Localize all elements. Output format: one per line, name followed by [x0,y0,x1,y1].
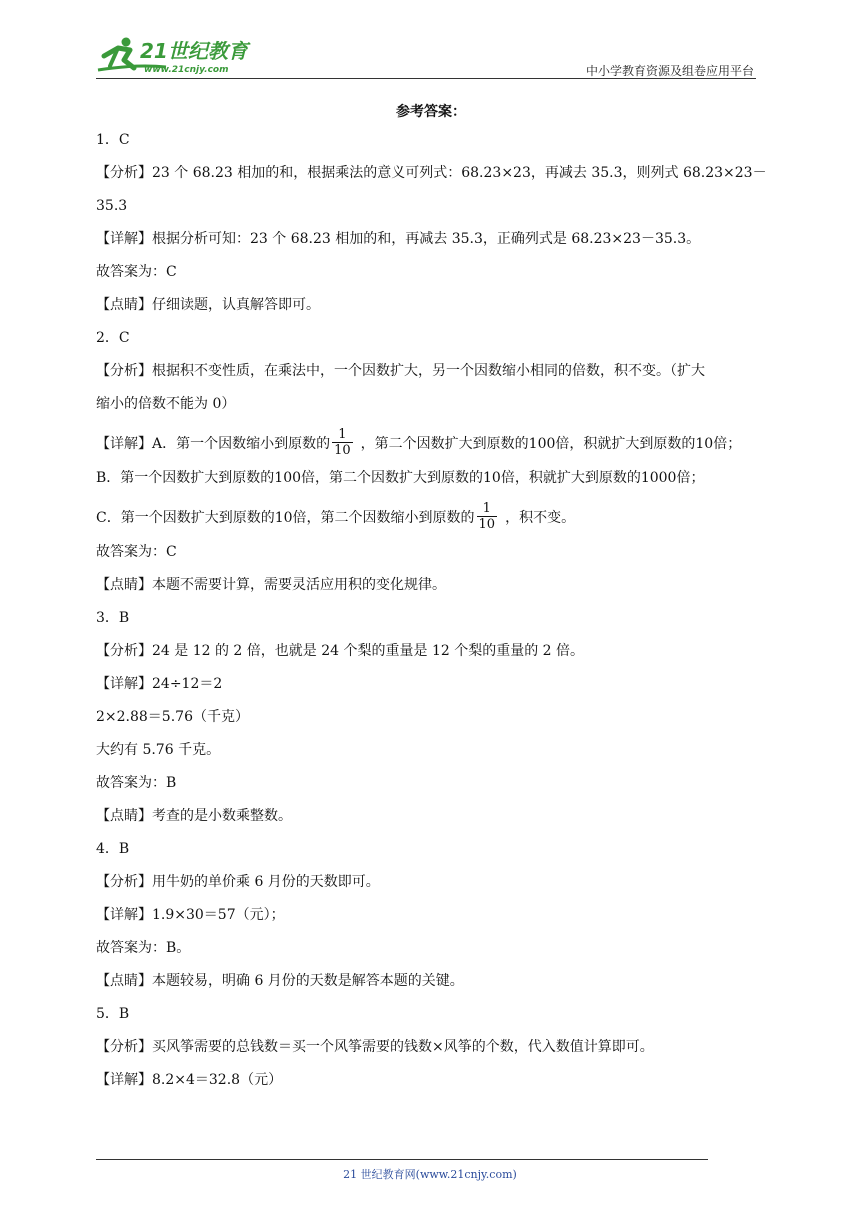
answer-3-detail-1: 【详解】24÷12＝2 [96,676,223,692]
page-title: 参考答案： [396,104,466,120]
svg-text:www.21cnjy.com: www.21cnjy.com [144,65,229,75]
fraction-numerator: 1 [338,426,347,442]
answer-1-choice: 1．C [96,132,130,148]
answer-4-choice: 4．B [96,841,130,857]
answer-2-detail-c [96,501,766,535]
answer-3-detail-2: 2×2.88＝5.76（千克） [96,709,249,725]
answer-1-result: 故答案为：C [96,264,177,280]
answer-5-choice: 5．B [96,1006,130,1022]
answer-2-analysis-a: 【分析】根据积不变性质，在乘法中，一个因数扩大，另一个因数缩小相同的倍数，积不变。（扩大 [96,363,705,379]
footer-divider [96,1159,708,1160]
answer-2-result: 故答案为：C [96,544,177,560]
footer-text: 21 世纪教育网(www.21cnjy.com) [343,1168,517,1181]
answer-3-analysis: 【分析】24 是 12 的 2 倍，也就是 24 个梨的重量是 12 个梨的重量的 2 倍。 [96,643,585,659]
site-logo [96,34,266,76]
answer-1-analysis-a: 【分析】23 个 68.23 相加的和，根据乘法的意义可列式：68.23×23，再减去 35.3，则列式 68.23×23－ [96,165,767,181]
answer-5-detail: 【详解】8.2×4＝32.8（元） [96,1072,283,1088]
header-divider [96,78,756,79]
answer-4-analysis: 【分析】用牛奶的单价乘 6 月份的天数即可。 [96,874,380,890]
answer-content [96,100,766,1103]
detail-a-suffix: ，第二个因数扩大到原数的100倍，积就扩大到原数的10倍； [360,436,742,452]
header-platform-text: 中小学教育资源及组卷应用平台 [585,64,754,78]
answer-2-analysis-b: 缩小的倍数不能为 0） [96,396,236,412]
answer-2-comment: 【点睛】本题不需要计算，需要灵活应用积的变化规律。 [96,577,446,593]
fraction-one-tenth [332,427,353,458]
answer-2-detail-a [96,427,766,461]
answer-5-analysis: 【分析】买风筝需要的总钱数＝买一个风筝需要的钱数×风筝的个数，代入数值计算即可。 [96,1039,654,1055]
answer-2-choice: 2．C [96,330,130,346]
answer-1-detail: 【详解】根据分析可知：23 个 68.23 相加的和，再减去 35.3，正确列式是 68.23×23－35.3。 [96,231,701,247]
fraction-one-tenth-2 [477,501,498,532]
detail-a-prefix: 【详解】A．第一个因数缩小到原数的 [96,436,331,452]
answer-3-comment: 【点睛】考查的是小数乘整数。 [96,808,292,824]
fraction-numerator-2: 1 [482,500,491,516]
answer-4-comment: 【点睛】本题较易，明确 6 月份的天数是解答本题的关键。 [96,973,464,989]
answer-4-detail: 【详解】1.9×30＝57（元）； [96,907,285,923]
answer-1-comment: 【点睛】仔细读题，认真解答即可。 [96,297,320,313]
answer-3-choice: 3．B [96,610,130,626]
answer-3-detail-3: 大约有 5.76 千克。 [96,742,221,758]
answer-1-analysis-b: 35.3 [96,198,128,214]
answer-4-result: 故答案为：B。 [96,940,191,956]
answer-2-detail-b: B．第一个因数扩大到原数的100倍，第二个因数扩大到原数的10倍，积就扩大到原数的1000倍； [96,470,705,486]
answer-3-result: 故答案为：B [96,775,177,791]
detail-c-prefix: C．第一个因数扩大到原数的10倍，第二个因数缩小到原数的 [96,510,475,526]
detail-c-suffix: ，积不变。 [505,510,576,526]
svg-text:21世纪教育: 21世纪教育 [140,39,248,63]
fraction-denominator: 10 [334,442,351,458]
page-header [96,30,756,78]
fraction-denominator-2: 10 [478,516,496,532]
